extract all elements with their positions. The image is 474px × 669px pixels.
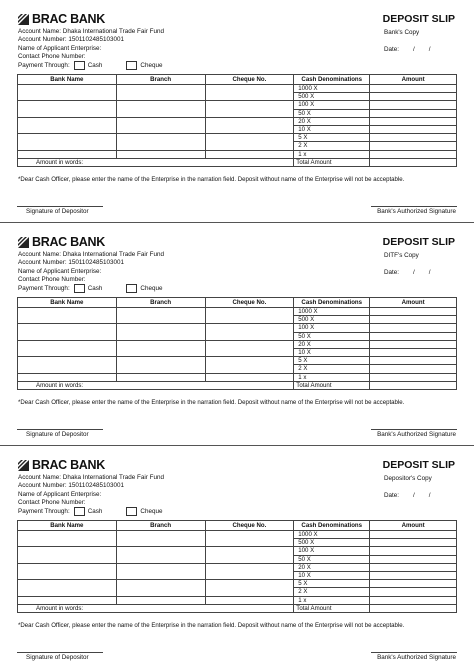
cash-checkbox[interactable] — [74, 507, 85, 516]
denomination-cell: 2 X — [294, 142, 370, 150]
col-amount: Amount — [370, 298, 457, 308]
denomination-cell: 20 X — [294, 117, 370, 125]
cheque-label: Cheque — [140, 507, 163, 515]
deposit-table — [17, 297, 457, 390]
signature-line-depositor — [17, 652, 103, 653]
account-number: Account Number: 1501102485103001 — [18, 259, 124, 267]
payment-label: Payment Through: — [18, 284, 70, 292]
slip-title: DEPOSIT SLIP — [382, 236, 455, 248]
amount-cell[interactable] — [370, 101, 457, 109]
account-number: Account Number: 1501102485103001 — [18, 36, 124, 44]
deposit-table — [17, 74, 457, 167]
table-row — [18, 340, 457, 348]
denomination-cell: 1000 X — [294, 531, 370, 539]
bank-logo-icon — [18, 460, 29, 471]
amount-cell[interactable] — [370, 531, 457, 539]
denomination-cell: 2 X — [294, 365, 370, 373]
payment-through — [18, 61, 164, 70]
amount-in-words-field[interactable]: Amount in words: — [18, 381, 294, 389]
amount-cell[interactable] — [370, 117, 457, 125]
denomination-cell: 1 x — [294, 373, 370, 381]
payment-through — [18, 507, 164, 516]
account-name: Account Name: Dhaka International Trade Fair Fund — [18, 251, 164, 258]
total-amount-cell[interactable] — [370, 604, 457, 612]
amount-cell[interactable] — [370, 134, 457, 142]
amount-cell[interactable] — [370, 85, 457, 93]
amount-cell[interactable] — [370, 580, 457, 588]
col-branch: Branch — [116, 298, 205, 308]
table-row — [18, 150, 457, 158]
branch-cell[interactable] — [116, 308, 205, 324]
col-amount: Amount — [370, 521, 457, 531]
denomination-cell: 100 X — [294, 324, 370, 332]
cash-officer-note: *Dear Cash Officer, please enter the name of the Enterprise in the narration field. Deposit without name of the Enterprise will not be acceptable. — [18, 622, 405, 629]
denomination-cell: 10 X — [294, 349, 370, 357]
table-header-row — [18, 521, 457, 531]
bank-name-cell[interactable] — [18, 85, 117, 101]
amount-cell[interactable] — [370, 547, 457, 555]
slip-title: DEPOSIT SLIP — [382, 13, 455, 25]
amount-cell[interactable] — [370, 596, 457, 604]
cheque-no-cell[interactable] — [205, 580, 294, 596]
cheque-no-cell[interactable] — [205, 150, 294, 158]
amount-cell[interactable] — [370, 349, 457, 357]
amount-cell[interactable] — [370, 332, 457, 340]
cash-label: Cash — [87, 61, 103, 69]
bank-name-cell[interactable] — [18, 596, 117, 604]
payment-label: Payment Through: — [18, 507, 70, 515]
amount-cell[interactable] — [370, 126, 457, 134]
bank-name-cell[interactable] — [18, 547, 117, 563]
deposit-table — [17, 520, 457, 613]
signature-line-depositor — [17, 429, 103, 430]
branch-cell[interactable] — [116, 531, 205, 547]
denomination-cell: 500 X — [294, 539, 370, 547]
cheque-no-cell[interactable] — [205, 308, 294, 324]
denomination-cell: 2 X — [294, 588, 370, 596]
branch-cell[interactable] — [116, 85, 205, 101]
col-cash-denominations: Cash Denominations — [294, 75, 370, 85]
branch-cell[interactable] — [116, 596, 205, 604]
denomination-cell: 20 X — [294, 340, 370, 348]
denomination-cell: 100 X — [294, 101, 370, 109]
cheque-no-cell[interactable] — [205, 531, 294, 547]
account-name: Account Name: Dhaka International Trade Fair Fund — [18, 474, 164, 481]
amount-cell[interactable] — [370, 588, 457, 596]
col-cheque-no: Cheque No. — [205, 521, 294, 531]
amount-in-words-field[interactable]: Amount in words: — [18, 158, 294, 166]
bank-name-cell[interactable] — [18, 531, 117, 547]
col-cash-denominations: Cash Denominations — [294, 298, 370, 308]
denomination-cell: 50 X — [294, 555, 370, 563]
amount-cell[interactable] — [370, 539, 457, 547]
date-field[interactable]: Date: / / — [384, 269, 431, 276]
branch-cell[interactable] — [116, 150, 205, 158]
cheque-checkbox[interactable] — [126, 284, 137, 293]
branch-cell[interactable] — [116, 117, 205, 133]
cheque-no-cell[interactable] — [205, 101, 294, 117]
bank-logo-icon — [18, 14, 29, 25]
bank-name-cell[interactable] — [18, 357, 117, 373]
table-row — [18, 563, 457, 571]
denomination-cell: 5 X — [294, 580, 370, 588]
account-number: Account Number: 1501102485103001 — [18, 482, 124, 490]
table-row — [18, 580, 457, 588]
amount-cell[interactable] — [370, 357, 457, 365]
denomination-cell: 100 X — [294, 547, 370, 555]
amount-cell[interactable] — [370, 109, 457, 117]
cash-label: Cash — [87, 284, 103, 292]
bank-name-cell[interactable] — [18, 373, 117, 381]
bank-logo-icon — [18, 237, 29, 248]
date-field[interactable]: Date: / / — [384, 492, 431, 499]
bank-name: BRAC BANK — [32, 458, 105, 472]
branch-cell[interactable] — [116, 134, 205, 150]
table-row — [18, 324, 457, 332]
bank-name-cell[interactable] — [18, 117, 117, 133]
branch-cell[interactable] — [116, 547, 205, 563]
depositor-signature-label: Signature of Depositor — [26, 208, 89, 215]
denomination-cell: 500 X — [294, 316, 370, 324]
table-footer-row — [18, 158, 457, 166]
denomination-cell: 5 X — [294, 134, 370, 142]
copy-label: DITF's Copy — [384, 252, 419, 259]
amount-cell[interactable] — [370, 142, 457, 150]
branch-cell[interactable] — [116, 357, 205, 373]
denomination-cell: 50 X — [294, 109, 370, 117]
cheque-no-cell[interactable] — [205, 596, 294, 604]
denomination-cell: 500 X — [294, 93, 370, 101]
amount-cell[interactable] — [370, 308, 457, 316]
bank-signature-label: Bank's Authorized Signature — [377, 208, 456, 215]
amount-cell[interactable] — [370, 316, 457, 324]
copy-label: Bank's Copy — [384, 29, 420, 36]
bank-name-cell[interactable] — [18, 324, 117, 340]
denomination-cell: 20 X — [294, 563, 370, 571]
denomination-cell: 50 X — [294, 332, 370, 340]
col-cheque-no: Cheque No. — [205, 75, 294, 85]
amount-cell[interactable] — [370, 93, 457, 101]
table-footer-row — [18, 604, 457, 612]
signature-line-bank — [371, 652, 457, 653]
branch-cell[interactable] — [116, 101, 205, 117]
cheque-no-cell[interactable] — [205, 117, 294, 133]
cash-label: Cash — [87, 507, 103, 515]
denomination-cell: 10 X — [294, 572, 370, 580]
slip-title: DEPOSIT SLIP — [382, 459, 455, 471]
bank-name-cell[interactable] — [18, 563, 117, 579]
payment-label: Payment Through: — [18, 61, 70, 69]
bank-logo — [18, 235, 105, 249]
total-amount-label: Total Amount — [294, 604, 370, 612]
date-field[interactable]: Date: / / — [384, 46, 431, 53]
table-row — [18, 596, 457, 604]
depositor-signature-label: Signature of Depositor — [26, 654, 89, 661]
col-branch: Branch — [116, 521, 205, 531]
signature-line-bank — [371, 429, 457, 430]
deposit-slip — [0, 223, 474, 445]
signature-line-depositor — [17, 206, 103, 207]
bank-logo — [18, 12, 105, 26]
cash-officer-note: *Dear Cash Officer, please enter the name of the Enterprise in the narration field. Deposit without name of the Enterprise will not be acceptable. — [18, 399, 405, 406]
cheque-no-cell[interactable] — [205, 563, 294, 579]
branch-cell[interactable] — [116, 340, 205, 356]
total-amount-label: Total Amount — [294, 158, 370, 166]
bank-name-cell[interactable] — [18, 340, 117, 356]
col-cheque-no: Cheque No. — [205, 298, 294, 308]
bank-name: BRAC BANK — [32, 235, 105, 249]
denomination-cell: 1 x — [294, 596, 370, 604]
cash-checkbox[interactable] — [74, 284, 85, 293]
cut-line — [0, 445, 474, 446]
table-row — [18, 85, 457, 93]
phone-field[interactable]: Contact Phone Number: — [18, 275, 86, 283]
amount-cell[interactable] — [370, 572, 457, 580]
bank-logo — [18, 458, 105, 472]
total-amount-cell[interactable] — [370, 158, 457, 166]
cheque-label: Cheque — [140, 61, 163, 69]
bank-signature-label: Bank's Authorized Signature — [377, 654, 456, 661]
applicant-field[interactable]: Name of Applicant Enterprise: — [18, 44, 102, 52]
account-name: Account Name: Dhaka International Trade Fair Fund — [18, 28, 164, 35]
bank-name-cell[interactable] — [18, 580, 117, 596]
cash-checkbox[interactable] — [74, 61, 85, 70]
account-info — [18, 474, 164, 516]
account-info — [18, 28, 164, 70]
col-cash-denominations: Cash Denominations — [294, 521, 370, 531]
account-info — [18, 251, 164, 293]
table-row — [18, 373, 457, 381]
branch-cell[interactable] — [116, 373, 205, 381]
phone-field[interactable]: Contact Phone Number: — [18, 498, 86, 506]
branch-cell[interactable] — [116, 324, 205, 340]
bank-name-cell[interactable] — [18, 150, 117, 158]
deposit-slip — [0, 446, 474, 668]
amount-cell[interactable] — [370, 555, 457, 563]
table-row — [18, 117, 457, 125]
total-amount-cell[interactable] — [370, 381, 457, 389]
applicant-field[interactable]: Name of Applicant Enterprise: — [18, 267, 102, 275]
phone-field[interactable]: Contact Phone Number: — [18, 52, 86, 60]
denomination-cell: 10 X — [294, 126, 370, 134]
branch-cell[interactable] — [116, 580, 205, 596]
payment-through — [18, 284, 164, 293]
bank-name-cell[interactable] — [18, 308, 117, 324]
cheque-checkbox[interactable] — [126, 507, 137, 516]
amount-cell[interactable] — [370, 150, 457, 158]
table-row — [18, 531, 457, 539]
denomination-cell: 5 X — [294, 357, 370, 365]
branch-cell[interactable] — [116, 563, 205, 579]
denomination-cell: 1000 X — [294, 308, 370, 316]
table-header-row — [18, 75, 457, 85]
bank-name-cell[interactable] — [18, 101, 117, 117]
table-header-row — [18, 298, 457, 308]
col-bank-name: Bank Name — [18, 75, 117, 85]
cut-line — [0, 222, 474, 223]
amount-cell[interactable] — [370, 373, 457, 381]
denomination-cell: 1000 X — [294, 85, 370, 93]
signature-line-bank — [371, 206, 457, 207]
bank-name-cell[interactable] — [18, 134, 117, 150]
cheque-no-cell[interactable] — [205, 340, 294, 356]
table-row — [18, 547, 457, 555]
depositor-signature-label: Signature of Depositor — [26, 431, 89, 438]
amount-cell[interactable] — [370, 563, 457, 571]
cheque-no-cell[interactable] — [205, 547, 294, 563]
amount-cell[interactable] — [370, 324, 457, 332]
cash-officer-note: *Dear Cash Officer, please enter the name of the Enterprise in the narration field. Deposit without name of the Enterprise will not be acceptable. — [18, 176, 405, 183]
denomination-cell: 1 x — [294, 150, 370, 158]
cheque-no-cell[interactable] — [205, 357, 294, 373]
cheque-checkbox[interactable] — [126, 61, 137, 70]
col-bank-name: Bank Name — [18, 521, 117, 531]
col-amount: Amount — [370, 75, 457, 85]
amount-in-words-field[interactable]: Amount in words: — [18, 604, 294, 612]
cheque-no-cell[interactable] — [205, 324, 294, 340]
cheque-no-cell[interactable] — [205, 373, 294, 381]
table-row — [18, 101, 457, 109]
cheque-label: Cheque — [140, 284, 163, 292]
cheque-no-cell[interactable] — [205, 85, 294, 101]
cheque-no-cell[interactable] — [205, 134, 294, 150]
copy-label: Depositor's Copy — [384, 475, 432, 482]
bank-name: BRAC BANK — [32, 12, 105, 26]
amount-cell[interactable] — [370, 340, 457, 348]
total-amount-label: Total Amount — [294, 381, 370, 389]
deposit-slip — [0, 0, 474, 222]
applicant-field[interactable]: Name of Applicant Enterprise: — [18, 490, 102, 498]
table-row — [18, 357, 457, 365]
table-row — [18, 308, 457, 316]
amount-cell[interactable] — [370, 365, 457, 373]
col-branch: Branch — [116, 75, 205, 85]
col-bank-name: Bank Name — [18, 298, 117, 308]
table-footer-row — [18, 381, 457, 389]
bank-signature-label: Bank's Authorized Signature — [377, 431, 456, 438]
table-row — [18, 134, 457, 142]
